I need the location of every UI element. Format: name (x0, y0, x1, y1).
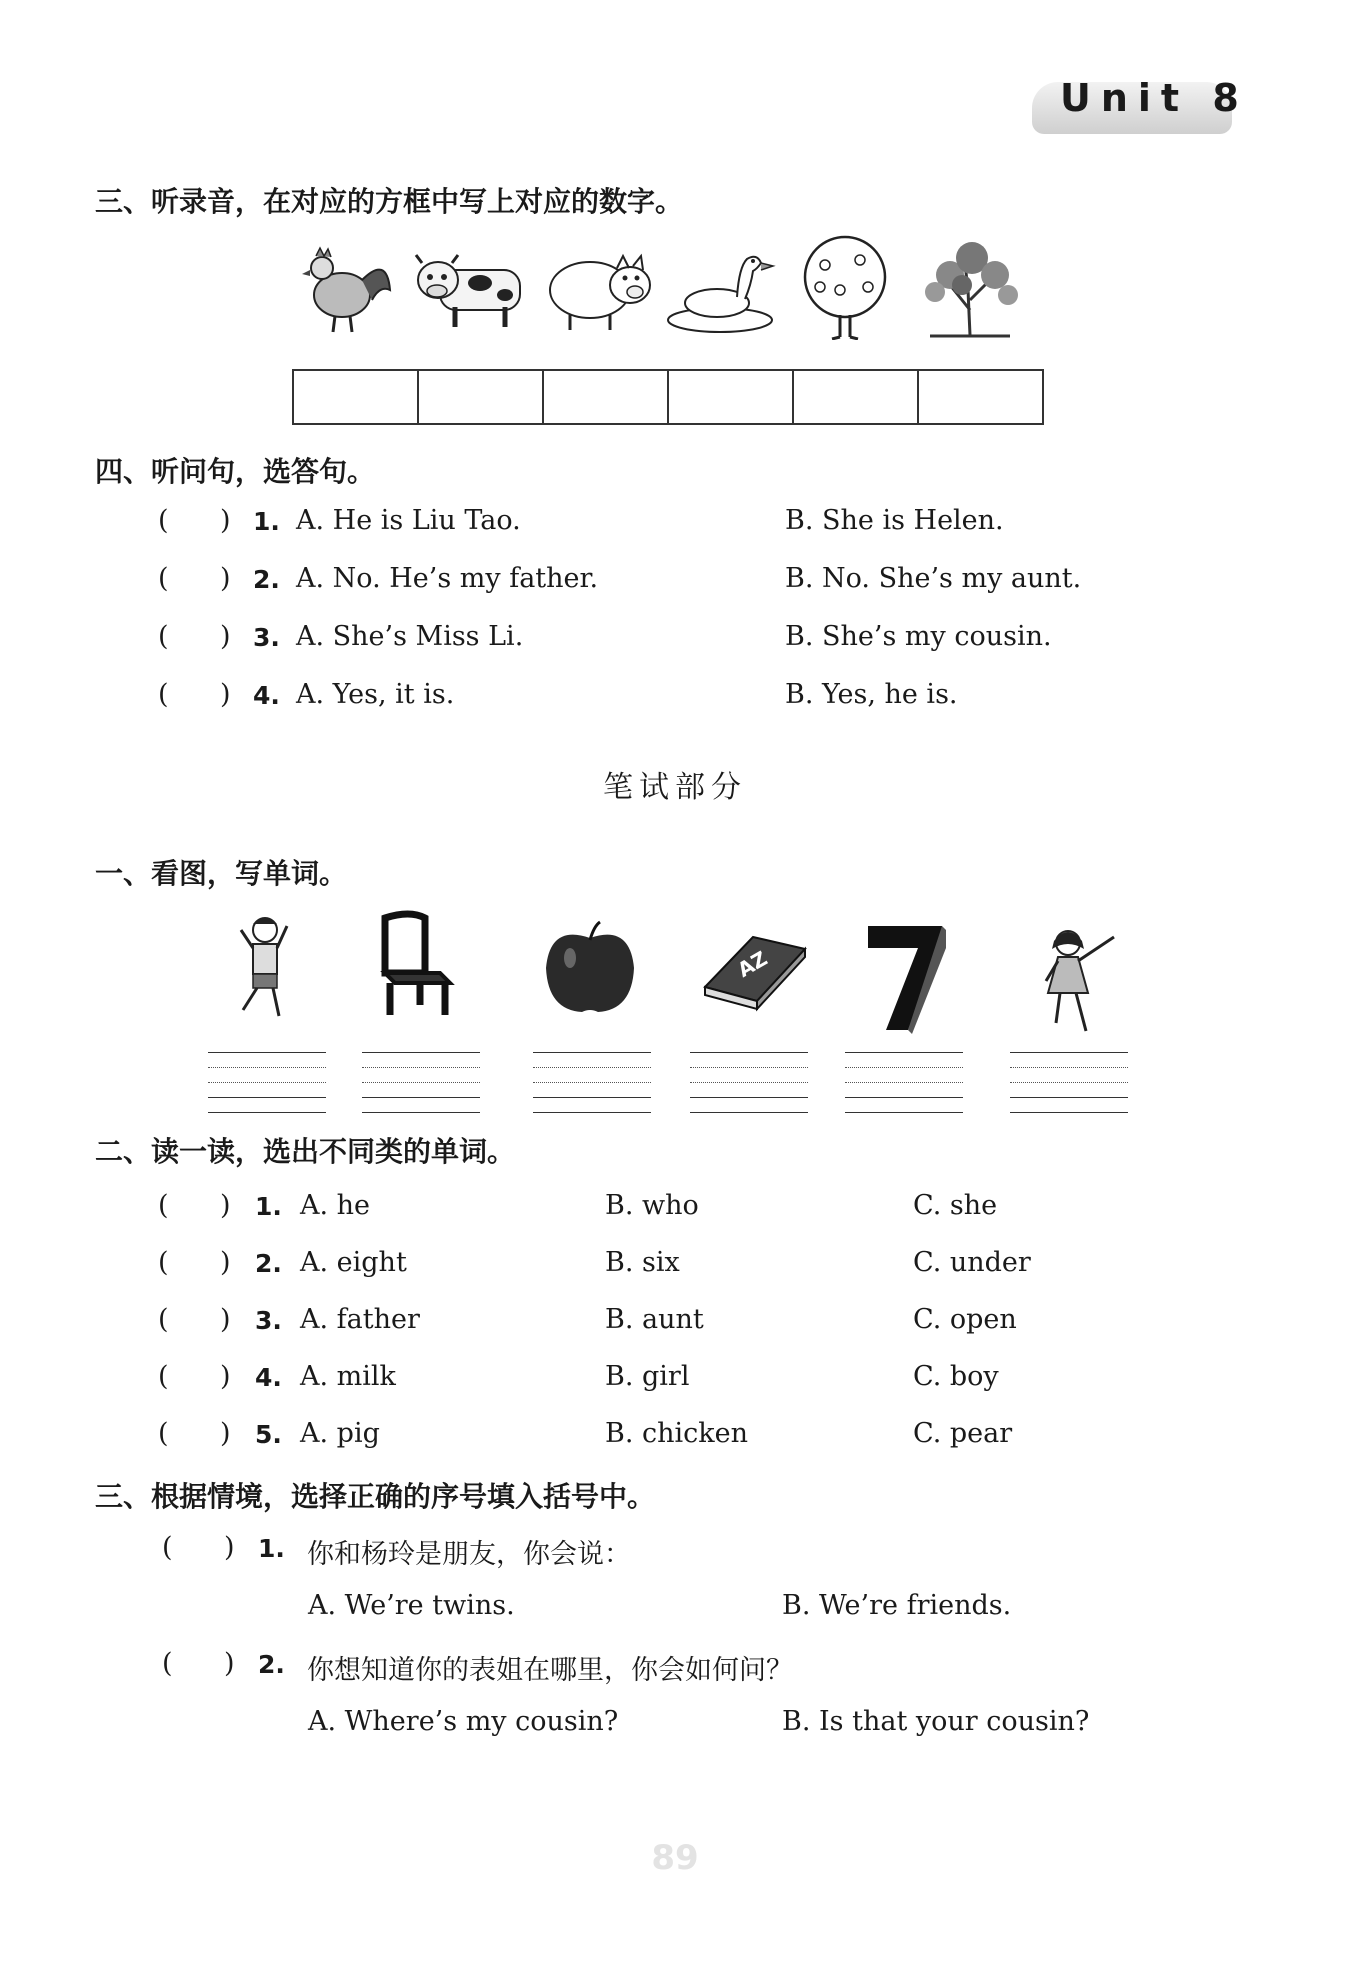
option-a: A. father (300, 1304, 420, 1335)
answer-box[interactable] (294, 371, 419, 423)
answer-box-row (292, 369, 1044, 425)
option-a: A. She’s Miss Li. (296, 621, 524, 652)
section-title-listening-3: 三、听录音，在对应的方框中写上对应的数字。 (95, 185, 684, 218)
section-title-written-1: 一、看图，写单词。 (95, 857, 348, 890)
girl-icon (1030, 925, 1125, 1040)
answer-paren[interactable]: ( ) (158, 563, 231, 594)
option-a: A. milk (300, 1361, 396, 1392)
question-number: 1. (255, 1192, 282, 1221)
section-title-written-3: 三、根据情境，选择正确的序号填入括号中。 (95, 1480, 656, 1513)
tree-icon (910, 230, 1030, 340)
page-number: 89 (651, 1838, 699, 1878)
answer-paren[interactable]: ( ) (158, 1418, 231, 1449)
answer-paren[interactable]: ( ) (158, 505, 231, 536)
option-a: A. We’re twins. (308, 1590, 515, 1621)
answer-paren[interactable]: ( ) (158, 1247, 231, 1278)
option-a: A. Yes, it is. (296, 679, 455, 710)
question-number: 2. (255, 1249, 282, 1278)
written-part-title: 笔试部分 (603, 770, 747, 805)
answer-paren[interactable]: ( ) (158, 621, 231, 652)
seven-icon (862, 922, 947, 1034)
answer-box[interactable] (669, 371, 794, 423)
book-icon (695, 925, 810, 1015)
question-number: 2. (258, 1650, 285, 1679)
option-b: B. aunt (605, 1304, 704, 1335)
option-b: B. girl (605, 1361, 690, 1392)
option-c: C. open (913, 1304, 1017, 1335)
answer-paren[interactable]: ( ) (162, 1532, 235, 1563)
writing-lines[interactable] (1010, 1052, 1128, 1127)
option-b: B. who (605, 1190, 699, 1221)
writing-lines[interactable] (845, 1052, 963, 1127)
writing-lines[interactable] (533, 1052, 651, 1127)
option-a: A. eight (300, 1247, 407, 1278)
svg-text:AZ: AZ (733, 946, 772, 982)
answer-box[interactable] (419, 371, 544, 423)
apple-icon (540, 918, 640, 1018)
answer-paren[interactable]: ( ) (158, 1304, 231, 1335)
question-number: 4. (253, 681, 280, 710)
option-a: A. pig (300, 1418, 380, 1449)
cow-icon (410, 245, 530, 335)
option-c: C. she (913, 1190, 998, 1221)
question-prompt: 你和杨玲是朋友，你会说： (307, 1539, 631, 1570)
chair-icon (370, 910, 460, 1020)
answer-box[interactable] (794, 371, 919, 423)
duck-icon (665, 245, 780, 335)
option-b: B. She’s my cousin. (785, 621, 1052, 652)
question-number: 1. (258, 1534, 285, 1563)
answer-paren[interactable]: ( ) (158, 1361, 231, 1392)
section-title-written-2: 二、读一读，选出不同类的单词。 (95, 1135, 516, 1168)
rooster-icon (300, 240, 395, 335)
question-number: 2. (253, 565, 280, 594)
writing-lines[interactable] (362, 1052, 480, 1127)
option-b: B. No. She’s my aunt. (785, 563, 1082, 594)
pig-icon (545, 240, 655, 335)
option-c: C. boy (913, 1361, 999, 1392)
question-number: 4. (255, 1363, 282, 1392)
option-a: A. No. He’s my father. (296, 563, 599, 594)
option-b: B. six (605, 1247, 680, 1278)
option-a: A. Where’s my cousin? (308, 1706, 619, 1737)
option-c: C. under (913, 1247, 1031, 1278)
option-b: B. Yes, he is. (785, 679, 958, 710)
answer-paren[interactable]: ( ) (158, 1190, 231, 1221)
question-prompt: 你想知道你的表姐在哪里，你会如何问？ (307, 1655, 793, 1686)
apple-tree-icon (790, 235, 900, 340)
unit-title: Unit 8 (1060, 76, 1249, 120)
answer-box[interactable] (544, 371, 669, 423)
option-b: B. She is Helen. (785, 505, 1004, 536)
answer-paren[interactable]: ( ) (162, 1648, 235, 1679)
option-b: B. We’re friends. (782, 1590, 1012, 1621)
question-number: 1. (253, 507, 280, 536)
option-b: B. chicken (605, 1418, 749, 1449)
option-c: C. pear (913, 1418, 1013, 1449)
answer-paren[interactable]: ( ) (158, 679, 231, 710)
option-a: A. he (300, 1190, 371, 1221)
writing-lines[interactable] (208, 1052, 326, 1127)
writing-lines[interactable] (690, 1052, 808, 1127)
question-number: 5. (255, 1420, 282, 1449)
question-number: 3. (255, 1306, 282, 1335)
option-a: A. He is Liu Tao. (296, 505, 521, 536)
boy-icon (225, 912, 305, 1022)
question-number: 3. (253, 623, 280, 652)
option-b: B. Is that your cousin? (782, 1706, 1090, 1737)
section-title-listening-4: 四、听问句，选答句。 (95, 455, 376, 488)
answer-box[interactable] (919, 371, 1042, 423)
